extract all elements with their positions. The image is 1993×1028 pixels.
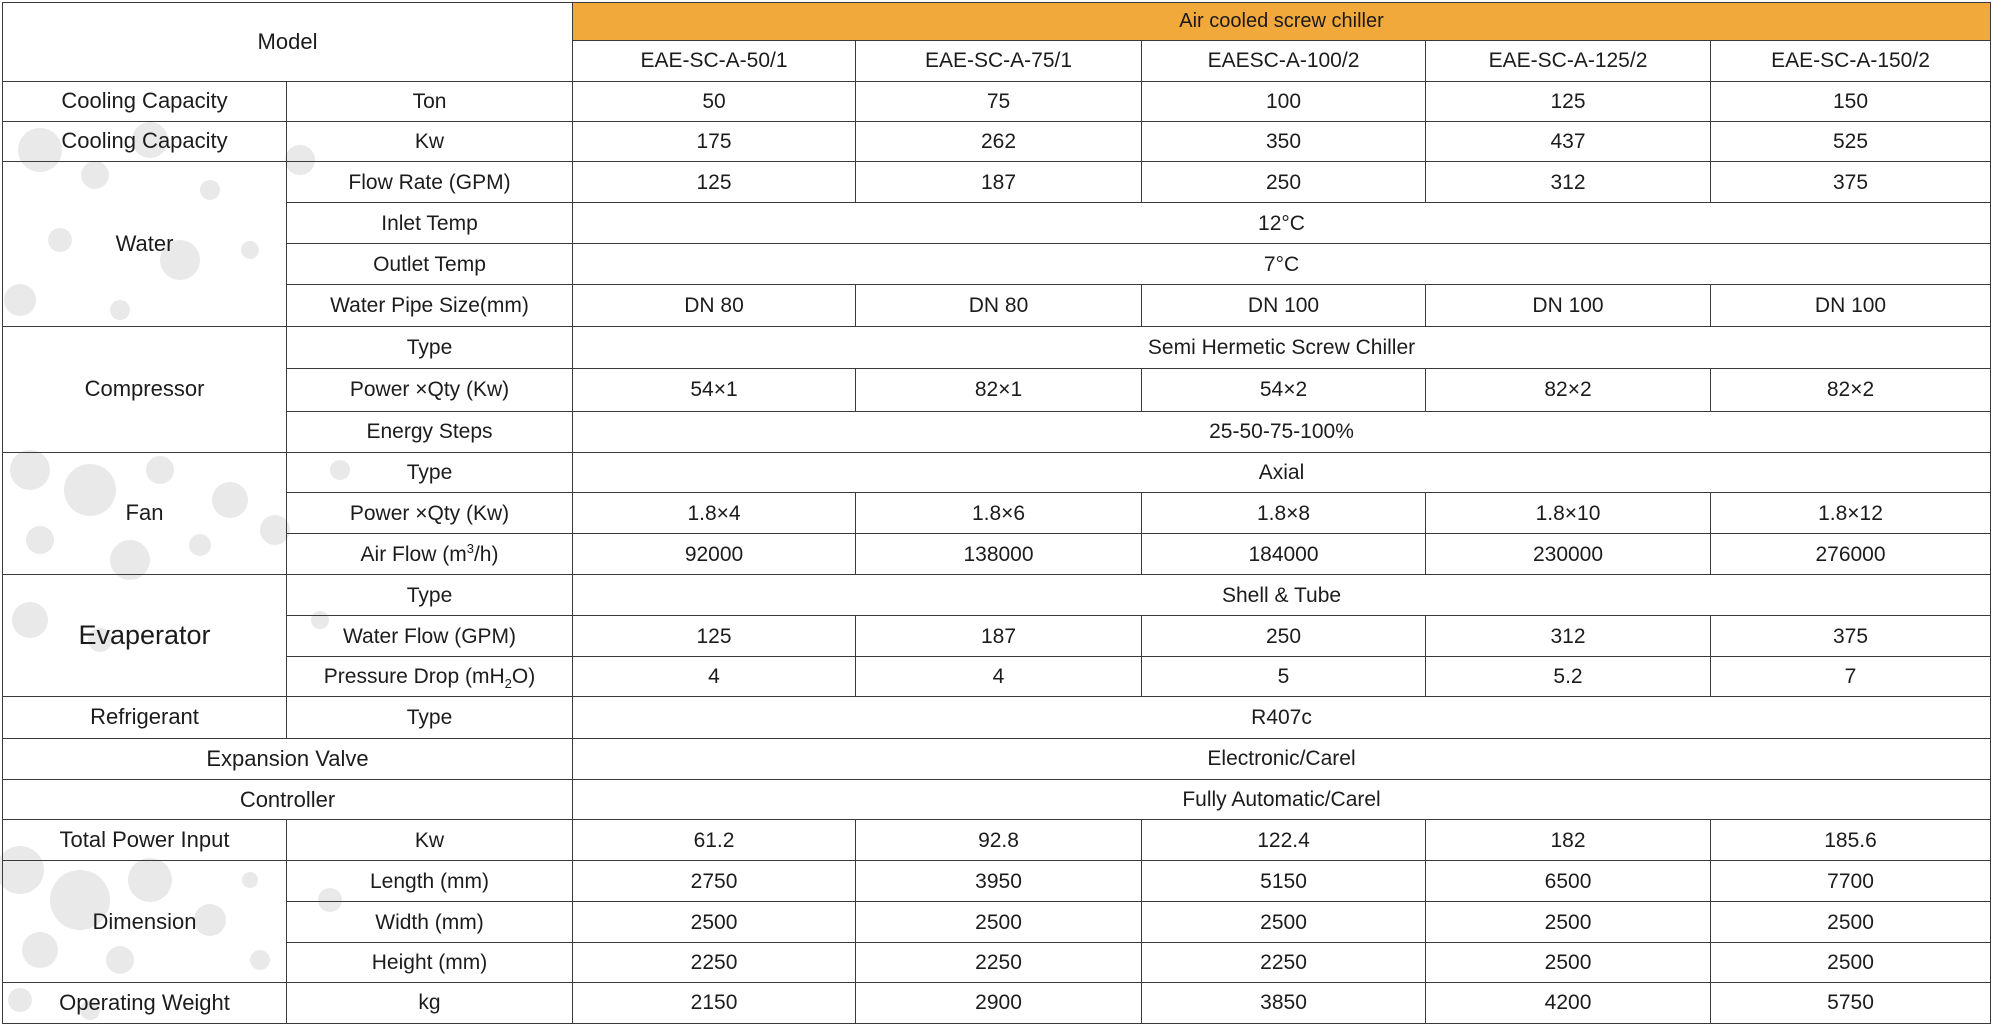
value-cell: 350 <box>1142 121 1426 162</box>
param-label-height: Height (mm) <box>287 943 573 983</box>
value-cell-merged: Shell & Tube <box>573 575 1991 616</box>
value-cell: 1.8×12 <box>1711 493 1991 534</box>
param-label-type: Type <box>287 326 573 368</box>
value-cell: 2500 <box>1142 902 1426 943</box>
value-cell-merged: R407c <box>573 696 1991 738</box>
param-label-pipe-size: Water Pipe Size(mm) <box>287 285 573 327</box>
value-cell: 2250 <box>856 943 1142 983</box>
model-name: EAE-SC-A-150/2 <box>1711 40 1991 81</box>
group-label-cooling-capacity: Cooling Capacity <box>3 121 287 162</box>
value-cell-merged: Axial <box>573 452 1991 493</box>
value-cell: 250 <box>1142 616 1426 657</box>
value-cell: 312 <box>1426 162 1711 203</box>
value-cell: 1.8×4 <box>573 493 856 534</box>
value-cell: 7700 <box>1711 861 1991 902</box>
value-cell: DN 80 <box>856 285 1142 327</box>
model-name: EAE-SC-A-75/1 <box>856 40 1142 81</box>
param-label-kg: kg <box>287 982 573 1023</box>
value-cell-merged: Fully Automatic/Carel <box>573 779 1991 820</box>
value-cell-merged: Semi Hermetic Screw Chiller <box>573 326 1991 368</box>
value-cell: 82×2 <box>1426 368 1711 411</box>
value-cell: 2500 <box>573 902 856 943</box>
value-cell-merged: 12°C <box>573 203 1991 244</box>
value-cell: 184000 <box>1142 534 1426 575</box>
value-cell: 6500 <box>1426 861 1711 902</box>
param-label-water-flow: Water Flow (GPM) <box>287 616 573 657</box>
value-cell: 138000 <box>856 534 1142 575</box>
param-label-kw: Kw <box>287 121 573 162</box>
group-label-operating-weight: Operating Weight <box>3 982 287 1023</box>
value-cell: 2500 <box>1711 902 1991 943</box>
value-cell: 312 <box>1426 616 1711 657</box>
value-cell: 125 <box>573 162 856 203</box>
value-cell: DN 100 <box>1142 285 1426 327</box>
value-cell: 187 <box>856 162 1142 203</box>
product-title-header: Air cooled screw chiller <box>573 3 1991 41</box>
value-cell: 61.2 <box>573 820 856 861</box>
param-label-energy-steps: Energy Steps <box>287 411 573 452</box>
superscript-3: 3 <box>466 540 474 556</box>
value-cell: 2250 <box>1142 943 1426 983</box>
value-cell: 2750 <box>573 861 856 902</box>
value-cell: 2500 <box>1426 902 1711 943</box>
value-cell: 2500 <box>1426 943 1711 983</box>
value-cell: DN 100 <box>1426 285 1711 327</box>
value-cell-merged: 7°C <box>573 244 1991 285</box>
value-cell: 187 <box>856 616 1142 657</box>
param-label-pressure-drop <box>287 656 573 696</box>
param-label-width: Width (mm) <box>287 902 573 943</box>
chiller-spec-table <box>2 2 1991 1024</box>
pressure-drop-text: Pressure Drop (mH <box>323 664 505 688</box>
value-cell: 437 <box>1426 121 1711 162</box>
param-label-type: Type <box>287 452 573 493</box>
param-label-ton: Ton <box>287 81 573 121</box>
value-cell: 250 <box>1142 162 1426 203</box>
param-label-kw: Kw <box>287 820 573 861</box>
value-cell: 262 <box>856 121 1142 162</box>
value-cell: 82×2 <box>1711 368 1991 411</box>
value-cell: 375 <box>1711 616 1991 657</box>
value-cell-merged: 25-50-75-100% <box>573 411 1991 452</box>
value-cell: 100 <box>1142 81 1426 121</box>
subscript-2: 2 <box>504 676 512 692</box>
value-cell: 150 <box>1711 81 1991 121</box>
value-cell: 5 <box>1142 656 1426 696</box>
group-label-total-power-input: Total Power Input <box>3 820 287 861</box>
value-cell-merged: Electronic/Carel <box>573 738 1991 779</box>
param-label-length: Length (mm) <box>287 861 573 902</box>
value-cell: 125 <box>1426 81 1711 121</box>
model-name: EAE-SC-A-50/1 <box>573 40 856 81</box>
value-cell: 1.8×10 <box>1426 493 1711 534</box>
value-cell: 92000 <box>573 534 856 575</box>
group-label-dimension: Dimension <box>3 861 287 983</box>
value-cell: 182 <box>1426 820 1711 861</box>
value-cell: 5.2 <box>1426 656 1711 696</box>
air-flow-text: Air Flow (m <box>360 542 467 566</box>
value-cell: 2500 <box>1711 943 1991 983</box>
value-cell: DN 100 <box>1711 285 1991 327</box>
group-label-evaporator: Evaperator <box>3 575 287 697</box>
group-label-expansion-valve: Expansion Valve <box>3 738 573 779</box>
value-cell: 7 <box>1711 656 1991 696</box>
group-label-cooling-capacity: Cooling Capacity <box>3 81 287 121</box>
group-label-refrigerant: Refrigerant <box>3 696 287 738</box>
value-cell: 3850 <box>1142 982 1426 1023</box>
param-label-type: Type <box>287 575 573 616</box>
value-cell: 125 <box>573 616 856 657</box>
value-cell: 4 <box>856 656 1142 696</box>
param-label-type: Type <box>287 696 573 738</box>
value-cell: 230000 <box>1426 534 1711 575</box>
group-label-water: Water <box>3 162 287 327</box>
value-cell: 50 <box>573 81 856 121</box>
param-label-power-qty: Power ×Qty (Kw) <box>287 368 573 411</box>
value-cell: 375 <box>1711 162 1991 203</box>
model-header-cell: Model <box>3 3 573 82</box>
param-label-flow-rate: Flow Rate (GPM) <box>287 162 573 203</box>
value-cell: 2900 <box>856 982 1142 1023</box>
value-cell: 2150 <box>573 982 856 1023</box>
param-label-outlet-temp: Outlet Temp <box>287 244 573 285</box>
value-cell: 82×1 <box>856 368 1142 411</box>
value-cell: 276000 <box>1711 534 1991 575</box>
model-name: EAESC-A-100/2 <box>1142 40 1426 81</box>
value-cell: 5750 <box>1711 982 1991 1023</box>
value-cell: 75 <box>856 81 1142 121</box>
param-label-inlet-temp: Inlet Temp <box>287 203 573 244</box>
air-flow-unit-end: /h) <box>473 542 499 566</box>
value-cell: 2500 <box>856 902 1142 943</box>
value-cell: 92.8 <box>856 820 1142 861</box>
value-cell: 525 <box>1711 121 1991 162</box>
value-cell: 4200 <box>1426 982 1711 1023</box>
value-cell: 1.8×6 <box>856 493 1142 534</box>
value-cell: 3950 <box>856 861 1142 902</box>
param-label-air-flow <box>287 534 573 575</box>
group-label-controller: Controller <box>3 779 573 820</box>
value-cell: 5150 <box>1142 861 1426 902</box>
pressure-drop-unit-end: O) <box>511 664 536 688</box>
param-label-power-qty: Power ×Qty (Kw) <box>287 493 573 534</box>
value-cell: 1.8×8 <box>1142 493 1426 534</box>
value-cell: 185.6 <box>1711 820 1991 861</box>
value-cell: 54×1 <box>573 368 856 411</box>
group-label-fan: Fan <box>3 452 287 575</box>
value-cell: 54×2 <box>1142 368 1426 411</box>
value-cell: 4 <box>573 656 856 696</box>
value-cell: 122.4 <box>1142 820 1426 861</box>
value-cell: 175 <box>573 121 856 162</box>
model-name: EAE-SC-A-125/2 <box>1426 40 1711 81</box>
group-label-compressor: Compressor <box>3 326 287 452</box>
value-cell: DN 80 <box>573 285 856 327</box>
value-cell: 2250 <box>573 943 856 983</box>
